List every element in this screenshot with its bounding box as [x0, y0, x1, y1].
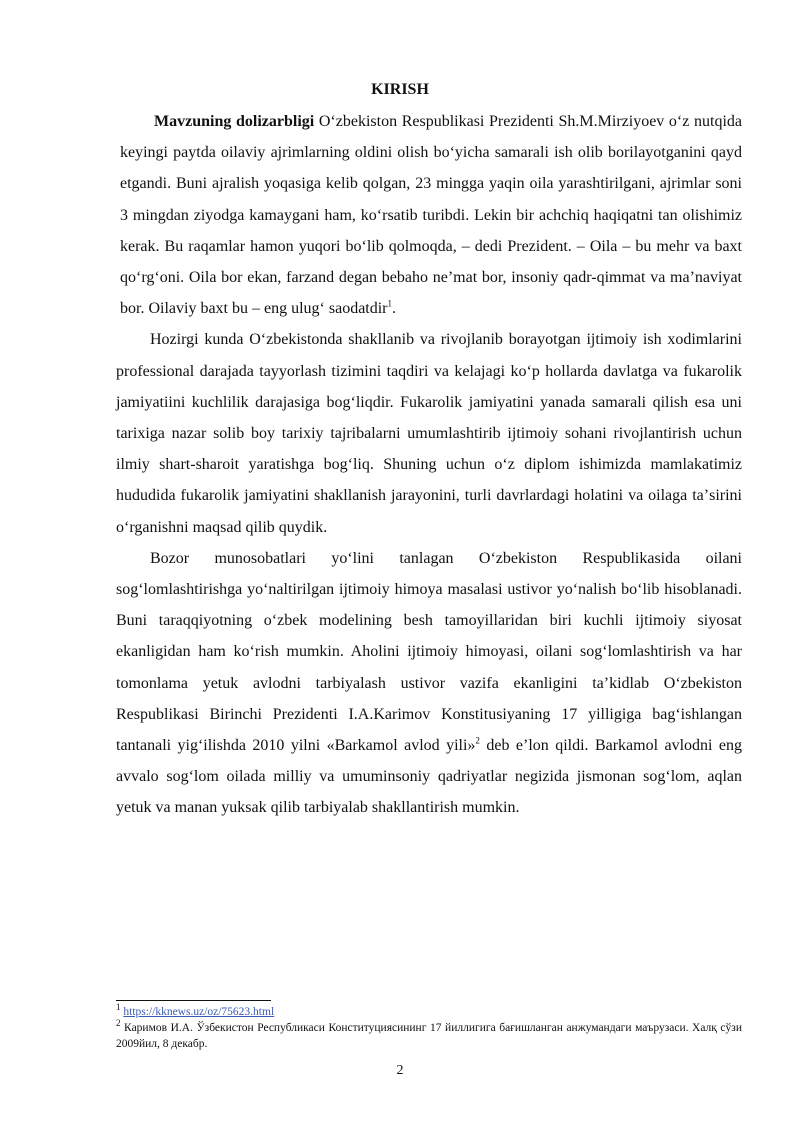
page-number: 2 [396, 1063, 404, 1078]
footnote-item [116, 1020, 742, 1052]
footnotes [116, 1004, 742, 1052]
paragraph-social-protection [116, 543, 742, 824]
footnote-separator [116, 1000, 271, 1001]
footnote-mark: 1 [116, 1002, 121, 1013]
paragraph-tail: deb eʼlon qildi. Barkamol avlodni eng avvalo sogʻlom oilada milliy va umuminsoniy qadriyatlar negizida jismonan sogʻlom, aqlan yetuk va manan yuksak qilib tarbiyalab shakllantirish mumkin. [116, 737, 742, 817]
section-heading: KIRISH [371, 81, 429, 98]
paragraph-text: Oʻzbekiston Respublikasi Prezidenti Sh.M.Mirziyoev oʻz nutqida keyingi paytda oilaviy ajrimlarning oldini olish boʻyicha samarali ish olib borilayotganini qayd etgandi. Buni ajralish yoqasiga kelib qolgan, 23 mingga yaqin oila yarashtirilgani, ajrimlar soni 3 mingdan ziyodga kamaygani ham, koʻrsatib turibdi. Lekin bir achchiq haqiqatni tan olishimiz kerak. Bu raqamlar hamon yuqori boʻlib qolmoqda, – dedi Prezident. – Oila – bu mehr va baxt qoʻrgʻoni. Oila bor ekan, farzand degan bebaho neʼmat bor, insoniy qadr-qimmat va maʼnaviyat bor. Oilaviy baxt bu – eng ulugʻ saodatdir [120, 113, 742, 318]
paragraph-lead: Mavzuning dolizarbligi [154, 113, 315, 130]
footnote-mark: 2 [116, 1018, 121, 1029]
paragraph-tail: . [392, 300, 397, 318]
footnote-reference[interactable]: 2 [475, 735, 480, 746]
footnote-text: Каримов И.А. Ўзбекистон Республикаси Конституциясининг 17 йиллигига бағишланган анжумандаги маърузаси. Халқ сўзи 2009йил, 8 декабр. [116, 1022, 742, 1050]
body-text [116, 106, 742, 824]
paragraph-social-work: Hozirgi kunda Oʻzbekistonda shakllanib va rivojlanib borayotgan ijtimoiy ish xodimlarini professional darajada tayyorlash tizimini taqdiri va kelajagi koʻp hollarda davlatga va fukarolik jamiyatiini kuchlilik darajasiga bogʻliqdir. Fukarolik jamiyatini yanada samarali qilish esa uni tarixiga nazar solib boy tarixiy tajribalarni umumlashtirib ijtimoiy sohani rivojlantirish uchun ilmiy shart-sharoit yaratishga bogʻliq. Shuning uchun oʻz diplom ishimizda mamlakatimiz hududida fukarolik jamiyatini shakllanish jarayonini, turli davrlardagi holatini va oilaga taʼsirini oʻrganishni maqsad qilib quydik. [116, 331, 742, 536]
footnote-item [116, 1004, 742, 1020]
paragraph-text: Bozor munosobatlari yoʻlini tanlagan Oʻzbekiston Respublikasida oilani sogʻlomlashtirishga yoʻnaltirilgan ijtimoiy himoya masalasi ustivor yoʻnalish boʻlib hisoblanadi. Buni taraqqiyotning oʻzbek modelining besh tamoyillaridan biri kuchli ijtimoiy siyosat ekanligidan ham koʻrish mumkin. Aholini ijtimoiy himoyasi, oilani sogʻlomlashtirish va har tomonlama yetuk avlodni tarbiyalash ustivor vazifa ekanligini taʼkidlab Oʻzbekiston Respublikasi Birinchi Prezidenti I.A.Karimov Konstitusiyaning 17 yilligiga bagʻishlangan tantanali yigʻilishda 2010 yilni «Barkamol avlod yili» [116, 549, 742, 755]
paragraph-relevance [116, 106, 742, 324]
footnote-reference[interactable]: 1 [387, 298, 393, 309]
footnote-link[interactable]: https://kknews.uz/oz/75623.html [123, 1006, 275, 1018]
